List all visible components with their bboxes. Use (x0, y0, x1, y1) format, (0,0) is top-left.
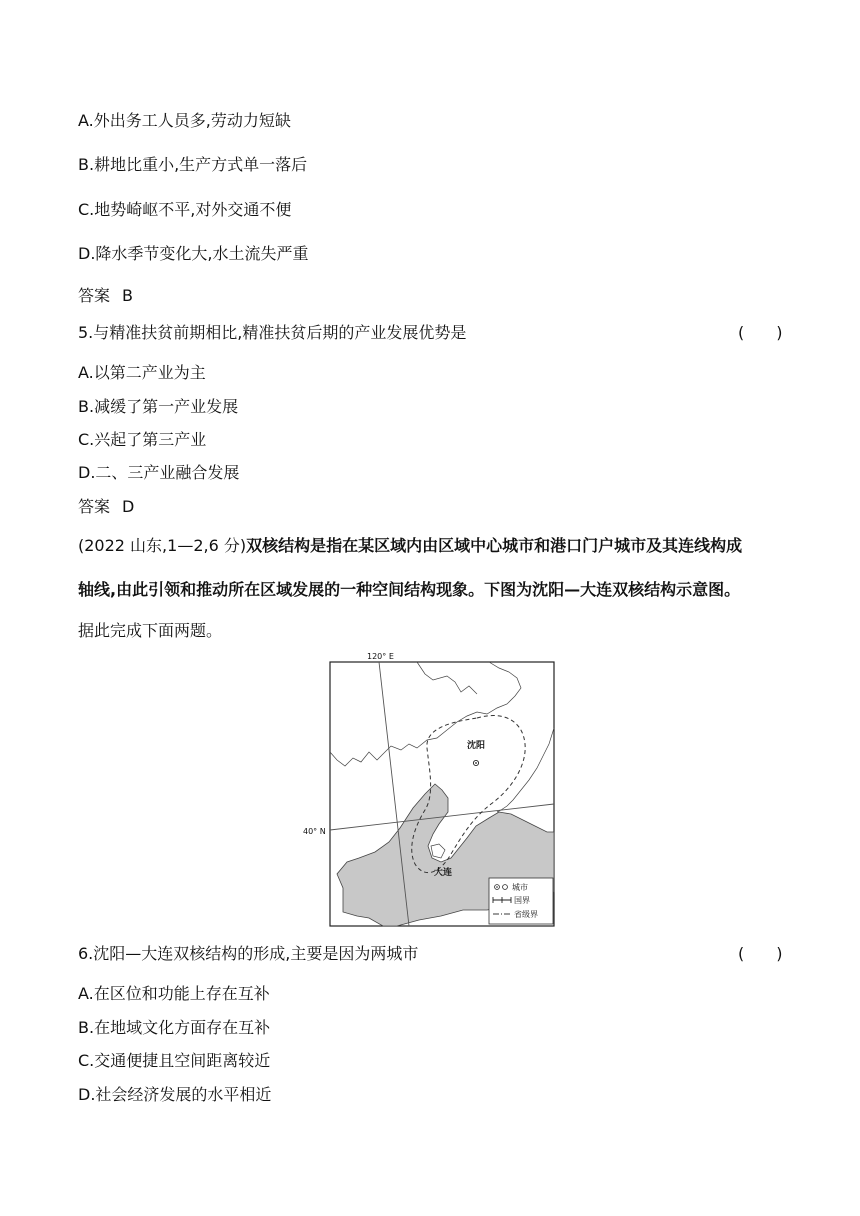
q6-option-a: A.在区位和功能上存在互补 (78, 984, 270, 1003)
answer-label: 答案 (78, 286, 111, 305)
q5-stem: 5.与精准扶贫前期相比,精准扶贫后期的产业发展优势是 (78, 323, 467, 342)
map-legend (489, 878, 553, 924)
latitude-label: 40° N (303, 827, 326, 836)
intro-line-3: 据此完成下面两题。 (78, 621, 223, 640)
q4-option-a: A.外出务工人员多,劳动力短缺 (78, 111, 291, 130)
intro-source: (2022 山东,1—2,6 分) (78, 536, 247, 555)
q5-option-c: C.兴起了第三产业 (78, 430, 207, 449)
legend-provincial-border-label: 省级界 (514, 910, 538, 919)
intro-line-1 (78, 536, 742, 556)
answer-value: B (122, 286, 133, 305)
q6-answer-bracket: ( ) (738, 944, 783, 963)
legend-city-label: 城市 (512, 883, 528, 892)
q5-option-d: D.二、三产业融合发展 (78, 463, 240, 482)
intro-text-1: 双核结构是指在某区域内由区域中心城市和港口门户城市及其连线构成 (246, 536, 743, 555)
city-label-shenyang: 沈阳 (467, 741, 486, 751)
intro-line-2: 轴线,由此引领和推动所在区域发展的一种空间结构现象。下图为沈阳—大连双核结构示意图。 (78, 580, 741, 599)
city-label-dalian: 大连 (434, 868, 453, 878)
q6-option-b: B.在地域文化方面存在互补 (78, 1018, 271, 1037)
q4-answer (78, 286, 133, 306)
q4-option-b: B.耕地比重小,生产方式单一落后 (78, 155, 308, 174)
q5-answer (78, 497, 134, 517)
q5-option-b: B.减缓了第一产业发展 (78, 397, 239, 416)
q6-option-c: C.交通便捷且空间距离较近 (78, 1051, 271, 1070)
q6-option-d: D.社会经济发展的水平相近 (78, 1085, 272, 1104)
longitude-label: 120° E (367, 652, 394, 661)
legend-national-border-label: 国界 (514, 896, 530, 905)
shenyang-city-marker-dot (475, 762, 477, 764)
q5-option-a: A.以第二产业为主 (78, 363, 206, 382)
answer-label: 答案 (78, 497, 111, 516)
answer-value: D (122, 497, 135, 516)
q6-stem: 6.沈阳—大连双核结构的形成,主要是因为两城市 (78, 944, 419, 963)
shenyang-dalian-map (301, 648, 559, 930)
q4-option-c: C.地势崎岖不平,对外交通不便 (78, 200, 292, 219)
q4-option-d: D.降水季节变化大,水土流失严重 (78, 244, 309, 263)
q5-answer-bracket: ( ) (738, 323, 783, 342)
